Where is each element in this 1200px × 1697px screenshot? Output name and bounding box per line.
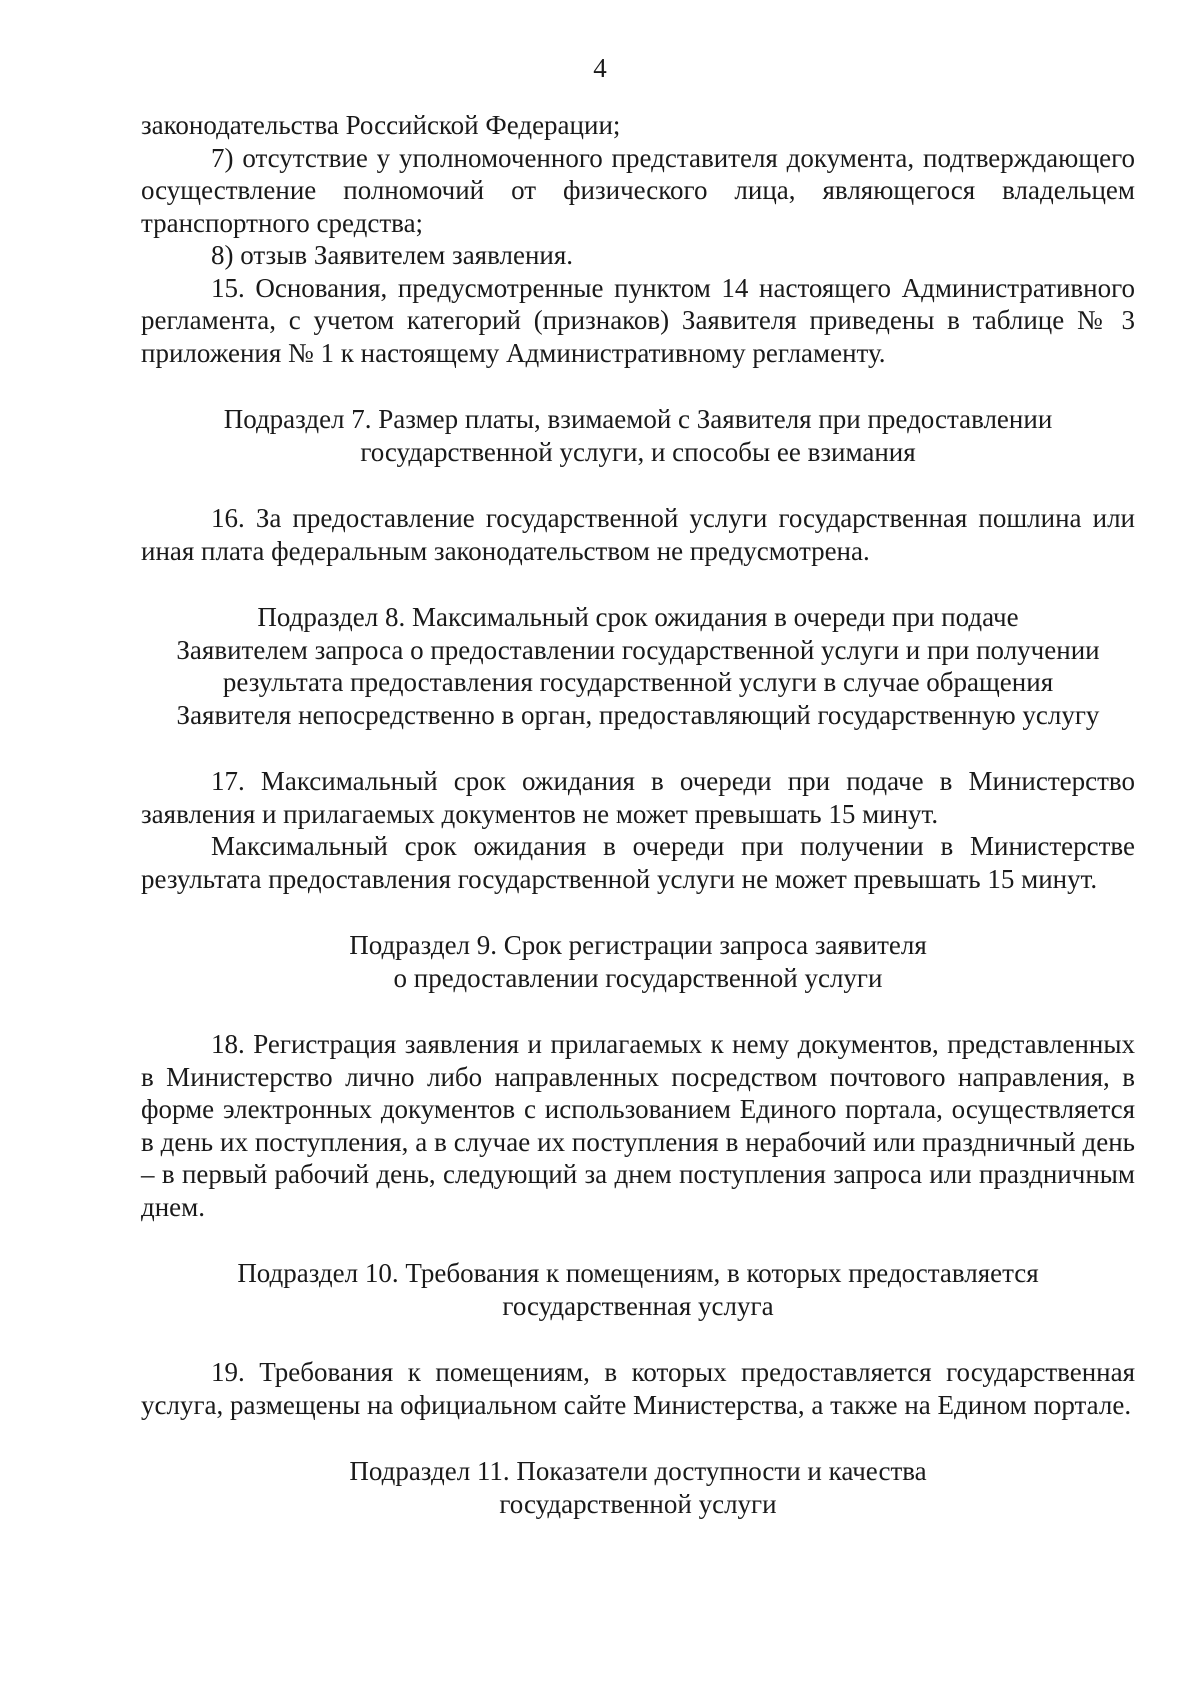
section-heading-7 — [141, 403, 1135, 468]
paragraph-16: 16. За предоставление государственной услуги государственная пошлина или иная плата федеральным законодательством не предусмотрена. — [141, 503, 1135, 566]
paragraph-item-7: 7) отсутствие у уполномоченного представителя документа, подтверждающего осуществление полномочий от физического лица, являющегося владельцем транспортного средства; — [141, 142, 1135, 238]
section-heading-11 — [141, 1455, 1135, 1520]
page-number: 4 — [593, 53, 607, 83]
heading-line: Заявителя непосредственно в орган, предоставляющий государственную услугу — [176, 699, 1100, 730]
section-heading-8 — [141, 601, 1135, 731]
heading-line: Подраздел 11. Показатели доступности и качества — [349, 1456, 927, 1486]
heading-line: Заявителем запроса о предоставлении государственной услуги и при получении — [176, 634, 1100, 665]
paragraph-19: 19. Требования к помещениям, в которых предоставляется государственная услуга, размещены на официальном сайте Министерства, а также на Едином портале. — [141, 1357, 1135, 1420]
heading-line: государственной услуги — [499, 1488, 777, 1519]
heading-line: результата предоставления государственной услуги в случае обращения — [222, 667, 1054, 697]
paragraph-15: 15. Основания, предусмотренные пунктом 14 настоящего Административного регламента, с учетом категорий (признаков) Заявителя приведены в таблице № 3 приложения № 1 к настоящему Административному регламенту. — [141, 272, 1135, 368]
document-body — [141, 109, 1135, 1520]
section-heading-9 — [141, 929, 1135, 994]
paragraph-item-8: 8) отзыв Заявителем заявления. — [211, 240, 574, 270]
heading-line: Подраздел 7. Размер платы, взимаемой с Заявителя при предоставлении — [223, 404, 1053, 434]
paragraph-18: 18. Регистрация заявления и прилагаемых к нему документов, представленных в Министерство лично либо направленных посредством почтового направления, в форме электронных документов с использованием Единого портала, осуществляется в день их поступления, а в случае их поступления в нерабочий или праздничный день – в первый рабочий день, следующий за днем поступления запроса или праздничным днем. — [141, 1029, 1135, 1222]
paragraph-17: 17. Максимальный срок ожидания в очереди при подаче в Министерство заявления и прилагаемых документов не может превышать 15 минут. — [141, 766, 1135, 829]
heading-line: о предоставлении государственной услуги — [393, 962, 883, 993]
heading-line: Подраздел 9. Срок регистрации запроса заявителя — [349, 930, 927, 960]
section-heading-10 — [141, 1257, 1135, 1322]
heading-line: государственной услуги, и способы ее взимания — [360, 436, 916, 467]
heading-line: государственная услуга — [502, 1290, 774, 1321]
paragraph-17-continued: Максимальный срок ожидания в очереди при получении в Министерстве результата предоставления государственной услуги не может превышать 15 минут. — [141, 831, 1135, 894]
heading-line: Подраздел 8. Максимальный срок ожидания в очереди при подаче — [257, 602, 1019, 632]
paragraph-continuation: законодательства Российской Федерации; — [141, 110, 621, 140]
heading-line: Подраздел 10. Требования к помещениям, в которых предоставляется — [237, 1258, 1039, 1288]
